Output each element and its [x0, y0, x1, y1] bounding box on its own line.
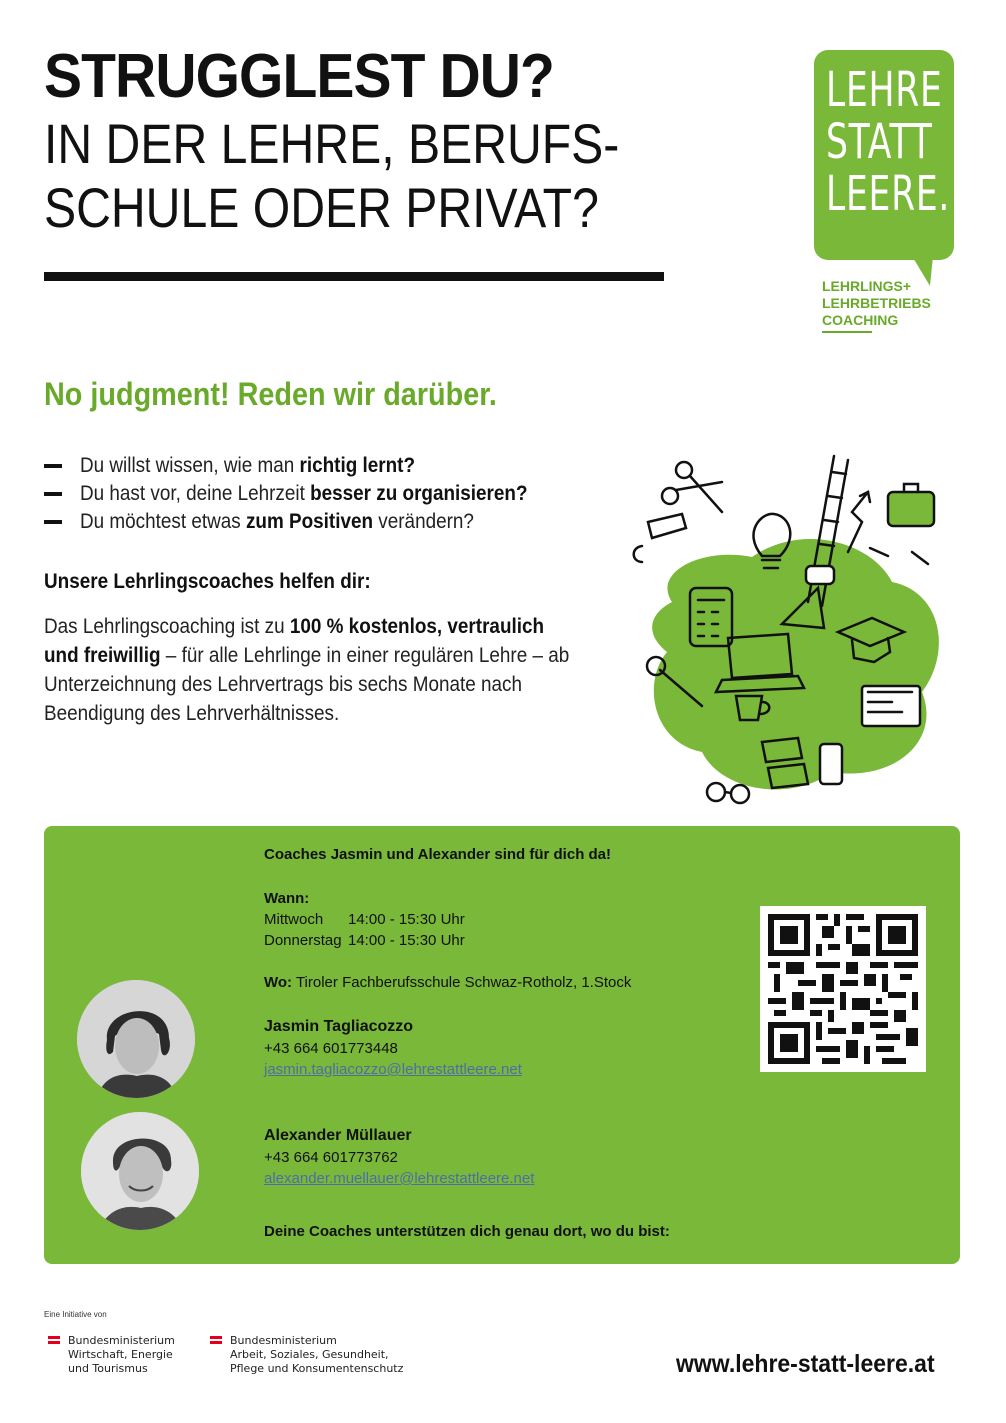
logo-wordmark — [826, 62, 951, 222]
when-label: Wann: — [264, 890, 310, 907]
logo-line-3: LEERE. — [826, 166, 951, 222]
bullet-item — [44, 480, 528, 508]
bullet-item — [44, 508, 528, 536]
doodle-illustration — [612, 452, 972, 832]
logo-sub-3: COACHING — [822, 312, 899, 328]
initiative-label: Eine Initiative von — [44, 1310, 107, 1319]
coach2-name: Alexander Müllauer — [264, 1127, 412, 1144]
location-value: Tiroler Fachberufsschule Schwaz-Rotholz, 1.Stock — [295, 974, 632, 991]
logo-line-1: LEHRE — [826, 62, 943, 118]
logo-line-2: STATT — [826, 114, 933, 170]
description-paragraph — [44, 612, 575, 728]
schedule-time: 14:00 - 15:30 Uhr — [348, 911, 465, 928]
where-label: Wo: — [264, 974, 293, 991]
subtitle-line-2: SCHULE ODER PRIVAT? — [44, 176, 599, 239]
ministry-line: Bundesministerium — [68, 1334, 175, 1347]
bullet-text: Du hast vor, deine Lehrzeit — [80, 482, 311, 505]
coach1-email-link[interactable]: jasmin.tagliacozzo@lehrestattleere.net — [264, 1061, 522, 1078]
austria-flag-icon — [48, 1336, 60, 1344]
ministry-line: Pflege und Konsumentenschutz — [230, 1362, 404, 1375]
schedule-time: 14:00 - 15:30 Uhr — [348, 932, 465, 949]
bullet-bold: besser zu organisieren? — [310, 482, 528, 505]
logo-sub-2: LEHRBETRIEBS — [822, 295, 931, 311]
green-blob — [652, 539, 939, 789]
subtitle-line-1: IN DER LEHRE, BERUFS- — [44, 112, 620, 175]
website-link[interactable]: www.lehre-statt-leere.at — [676, 1350, 935, 1378]
bullet-bold: zum Positiven — [245, 510, 374, 533]
logo-subtitle — [822, 278, 931, 329]
qr-code[interactable] — [760, 906, 926, 1072]
bullet-item — [44, 452, 528, 480]
ministry-economy — [48, 1334, 175, 1376]
logo-underline — [822, 331, 872, 333]
bullet-list — [44, 452, 581, 536]
schedule-day: Donnerstag — [264, 932, 342, 949]
bullet-text: Du willst wissen, wie man — [80, 454, 300, 477]
description-bold: 100 % kostenlos, vertraulich und freiwillig — [44, 615, 545, 667]
coach1-name: Jasmin Tagliacozzo — [264, 1018, 414, 1035]
schedule-day: Mittwoch — [264, 911, 324, 928]
ministry-line: und Tourismus — [68, 1362, 148, 1375]
coach2-phone[interactable]: +43 664 601773762 — [264, 1149, 398, 1166]
avatar-alexander-photo — [81, 1112, 199, 1230]
bullet-text-end: verändern? — [373, 510, 474, 533]
qr-code-icon — [768, 914, 918, 1064]
description-text: Das Lehrlingscoaching ist zu — [44, 615, 290, 638]
coach2-email-link[interactable]: alexander.muellauer@lehrestattleere.net — [264, 1170, 535, 1187]
tagline: No judgment! Reden wir darüber. — [44, 376, 497, 412]
logo-sub-1: LEHRLINGS+ — [822, 278, 912, 294]
avatar — [81, 1112, 199, 1230]
avatar-jasmin-photo — [77, 980, 195, 1098]
ministry-line: Wirtschaft, Energie — [68, 1348, 173, 1361]
ministry-line: Arbeit, Soziales, Gesundheit, — [230, 1348, 389, 1361]
coaches-heading: Unsere Lehrlingscoaches helfen dir: — [44, 570, 371, 593]
info-headline: Coaches Jasmin und Alexander sind für dich da! — [264, 846, 612, 863]
ministry-social — [210, 1334, 403, 1376]
austria-flag-icon — [210, 1336, 222, 1344]
ministry-line: Bundesministerium — [230, 1334, 337, 1347]
page-subtitle — [44, 112, 619, 240]
title-underline — [44, 272, 664, 281]
coach1-phone[interactable]: +43 664 601773448 — [264, 1040, 398, 1057]
avatar — [77, 980, 195, 1098]
location-line — [264, 972, 631, 993]
bullet-bold: richtig lernt? — [299, 454, 416, 477]
closing-text: Deine Coaches unterstützen dich genau dort, wo du bist: — [264, 1223, 670, 1240]
description-text-end: – für alle Lehrlinge in einer regulären Lehre – ab Unterzeichnung des Lehrvertrags bis sechs Monate nach Beendigung des Lehrverhältnisses. — [44, 644, 570, 725]
page-title: STRUGGLEST DU? — [44, 42, 554, 111]
bullet-text: Du möchtest etwas — [80, 510, 246, 533]
